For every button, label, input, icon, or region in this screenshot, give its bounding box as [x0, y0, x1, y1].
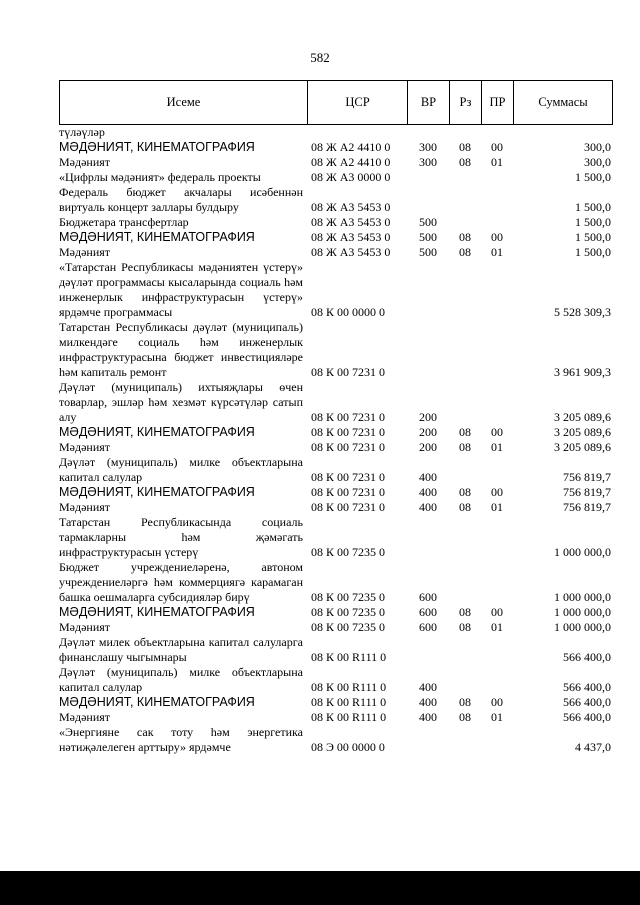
cell-sum: 1 000 000,0 [554, 590, 611, 604]
table-row [59, 500, 613, 515]
cell-name: Федераль бюджет акчалары исәбеннән виртуаль концерт заллары булдыру [59, 185, 303, 214]
cell-vr: 500 [419, 230, 437, 244]
table-row [59, 185, 613, 215]
cell-pr: 00 [491, 485, 503, 499]
cell-name: Бюджет учреждениеләренә, автоном учреждениеләргә һәм коммерциягә карамаган башка оешмаларга субсидияләр бирү [59, 560, 303, 604]
cell-vr: 500 [419, 245, 437, 259]
cell-sum: 756 819,7 [563, 485, 611, 499]
table-row [59, 440, 613, 455]
cell-name: МӘДӘНИЯТ, КИНЕМАТОГРАФИЯ [59, 605, 255, 619]
table-row [59, 635, 613, 665]
cell-vr: 600 [419, 590, 437, 604]
cell-vr: 400 [419, 500, 437, 514]
cell-csr: 08 Ж А3 5453 0 [311, 230, 391, 244]
table-row [59, 515, 613, 560]
cell-sum: 566 400,0 [563, 695, 611, 709]
table-row [59, 215, 613, 230]
budget-table [59, 80, 613, 755]
table-header [59, 80, 613, 125]
cell-csr: 08 К 00 7231 0 [311, 470, 386, 484]
table-row [59, 320, 613, 380]
cell-sum: 1 500,0 [575, 245, 611, 259]
cell-sum: 1 000 000,0 [554, 605, 611, 619]
cell-csr: 08 Ж А3 5453 0 [311, 245, 391, 259]
table-row [59, 560, 613, 605]
cell-rz: 08 [459, 500, 471, 514]
table-row [59, 665, 613, 695]
cell-pr: 00 [491, 695, 503, 709]
cell-csr: 08 К 00 7231 0 [311, 485, 386, 499]
cell-rz: 08 [459, 245, 471, 259]
cell-csr: 08 К 00 7235 0 [311, 545, 386, 559]
cell-vr: 200 [419, 440, 437, 454]
cell-csr: 08 К 00 R111 0 [311, 650, 387, 664]
cell-sum: 1 500,0 [575, 200, 611, 214]
cell-name: Татарстан Республикасы дәүләт (муниципаль) милкендәге социаль һәм инженерлык инфраструктурасына бюджет инвестицияләре һәм капиталь ремонт [59, 320, 303, 379]
table-row [59, 230, 613, 245]
cell-csr: 08 Ж А3 0000 0 [311, 170, 391, 184]
cell-sum: 1 500,0 [575, 215, 611, 229]
cell-rz: 08 [459, 605, 471, 619]
cell-rz: 08 [459, 440, 471, 454]
cell-csr: 08 К 00 7235 0 [311, 590, 386, 604]
cell-rz: 08 [459, 695, 471, 709]
table-row [59, 425, 613, 440]
cell-rz: 08 [459, 140, 471, 154]
header-sum: Суммасы [513, 81, 613, 124]
cell-name: Бюджетара трансфертлар [59, 215, 189, 229]
cell-csr: 08 К 00 7235 0 [311, 605, 386, 619]
cell-name: түләүләр [59, 125, 105, 139]
cell-pr: 00 [491, 140, 503, 154]
cell-vr: 400 [419, 695, 437, 709]
cell-rz: 08 [459, 155, 471, 169]
cell-sum: 3 961 909,3 [554, 365, 611, 379]
cell-sum: 300,0 [584, 140, 611, 154]
cell-name: Дәүләт (муниципаль) милке объектларына капитал салулар [59, 455, 303, 484]
cell-csr: 08 К 00 0000 0 [311, 305, 386, 319]
cell-pr: 01 [491, 620, 503, 634]
scan-bottom-border [0, 871, 640, 905]
cell-rz: 08 [459, 620, 471, 634]
cell-sum: 5 528 309,3 [554, 305, 611, 319]
cell-csr: 08 К 00 7231 0 [311, 440, 386, 454]
cell-pr: 01 [491, 440, 503, 454]
page-number: 582 [310, 50, 330, 65]
cell-csr: 08 Ж А3 5453 0 [311, 215, 391, 229]
table-row [59, 725, 613, 755]
table-row [59, 455, 613, 485]
cell-sum: 1 500,0 [575, 230, 611, 244]
table-row [59, 620, 613, 635]
cell-vr: 200 [419, 410, 437, 424]
cell-csr: 08 К 00 7231 0 [311, 410, 386, 424]
table-row [59, 260, 613, 320]
cell-sum: 566 400,0 [563, 710, 611, 724]
cell-name: Мәдәният [59, 620, 111, 634]
table-row [59, 140, 613, 155]
cell-csr: 08 К 00 R111 0 [311, 680, 387, 694]
cell-vr: 600 [419, 605, 437, 619]
cell-name: Мәдәният [59, 500, 111, 514]
cell-csr: 08 Э 00 0000 0 [311, 740, 385, 754]
cell-sum: 756 819,7 [563, 470, 611, 484]
table-row [59, 125, 613, 140]
cell-pr: 00 [491, 605, 503, 619]
cell-name: МӘДӘНИЯТ, КИНЕМАТОГРАФИЯ [59, 485, 255, 499]
cell-name: МӘДӘНИЯТ, КИНЕМАТОГРАФИЯ [59, 425, 255, 439]
cell-name: МӘДӘНИЯТ, КИНЕМАТОГРАФИЯ [59, 695, 255, 709]
cell-name: Мәдәният [59, 440, 111, 454]
cell-pr: 01 [491, 245, 503, 259]
cell-csr: 08 Ж А3 5453 0 [311, 200, 391, 214]
cell-name: «Цифрлы мәдәният» федераль проекты [59, 170, 261, 184]
cell-name: Мәдәният [59, 710, 111, 724]
cell-name: Дәүләт (муниципаль) ихтыяҗлары өчен товарлар, эшләр һәм хезмәт күрсәтүләр сатып алу [59, 380, 303, 424]
cell-csr: 08 К 00 7231 0 [311, 365, 386, 379]
cell-name: «Татарстан Республикасы мәдәниятен үстерү» дәүләт программасы кысаларында социаль һәм инженерлык инфраструктурасын үстерү» ярдәмче программасы [59, 260, 303, 319]
cell-name: Мәдәният [59, 155, 111, 169]
table-row [59, 380, 613, 425]
cell-name: Дәүләт милек объектларына капитал салуларга финанслашу чыгымнары [59, 635, 303, 664]
cell-name: МӘДӘНИЯТ, КИНЕМАТОГРАФИЯ [59, 230, 255, 244]
cell-sum: 4 437,0 [575, 740, 611, 754]
cell-csr: 08 К 00 R111 0 [311, 710, 387, 724]
cell-sum: 756 819,7 [563, 500, 611, 514]
table-row [59, 170, 613, 185]
cell-name: Татарстан Республикасында социаль тармакларны һәм җәмәгать инфраструктурасын үстерү [59, 515, 303, 559]
cell-rz: 08 [459, 230, 471, 244]
cell-vr: 600 [419, 620, 437, 634]
cell-rz: 08 [459, 485, 471, 499]
table-row [59, 155, 613, 170]
cell-pr: 01 [491, 500, 503, 514]
cell-pr: 00 [491, 425, 503, 439]
cell-csr: 08 Ж А2 4410 0 [311, 155, 391, 169]
header-rz: Рз [449, 81, 481, 124]
cell-rz: 08 [459, 710, 471, 724]
cell-sum: 566 400,0 [563, 680, 611, 694]
cell-sum: 1 500,0 [575, 170, 611, 184]
cell-vr: 400 [419, 710, 437, 724]
cell-csr: 08 К 00 7231 0 [311, 425, 386, 439]
cell-vr: 400 [419, 485, 437, 499]
cell-pr: 00 [491, 230, 503, 244]
header-name: Исеме [59, 81, 307, 124]
cell-csr: 08 Ж А2 4410 0 [311, 140, 391, 154]
table-row [59, 710, 613, 725]
cell-csr: 08 К 00 7235 0 [311, 620, 386, 634]
table-row [59, 245, 613, 260]
cell-vr: 300 [419, 155, 437, 169]
cell-sum: 566 400,0 [563, 650, 611, 664]
cell-sum: 1 000 000,0 [554, 545, 611, 559]
cell-sum: 3 205 089,6 [554, 440, 611, 454]
cell-name: МӘДӘНИЯТ, КИНЕМАТОГРАФИЯ [59, 140, 255, 154]
header-csr: ЦСР [307, 81, 407, 124]
cell-rz: 08 [459, 425, 471, 439]
cell-name: «Энергияне сак тоту һәм энергетика нәтиҗәлелеген арттыру» ярдәмче [59, 725, 303, 754]
cell-sum: 3 205 089,6 [554, 410, 611, 424]
table-row [59, 605, 613, 620]
cell-sum: 1 000 000,0 [554, 620, 611, 634]
cell-vr: 400 [419, 680, 437, 694]
cell-vr: 300 [419, 140, 437, 154]
table-body [59, 125, 613, 755]
cell-name: Мәдәният [59, 245, 111, 259]
table-row [59, 485, 613, 500]
header-pr: ПР [481, 81, 513, 124]
cell-vr: 400 [419, 470, 437, 484]
cell-sum: 3 205 089,6 [554, 425, 611, 439]
cell-csr: 08 К 00 R111 0 [311, 695, 387, 709]
cell-name: Дәүләт (муниципаль) милке объектларына капитал салулар [59, 665, 303, 694]
table-row [59, 695, 613, 710]
cell-csr: 08 К 00 7231 0 [311, 500, 386, 514]
cell-sum: 300,0 [584, 155, 611, 169]
header-vr: ВР [407, 81, 449, 124]
cell-pr: 01 [491, 155, 503, 169]
cell-vr: 500 [419, 215, 437, 229]
cell-pr: 01 [491, 710, 503, 724]
cell-vr: 200 [419, 425, 437, 439]
